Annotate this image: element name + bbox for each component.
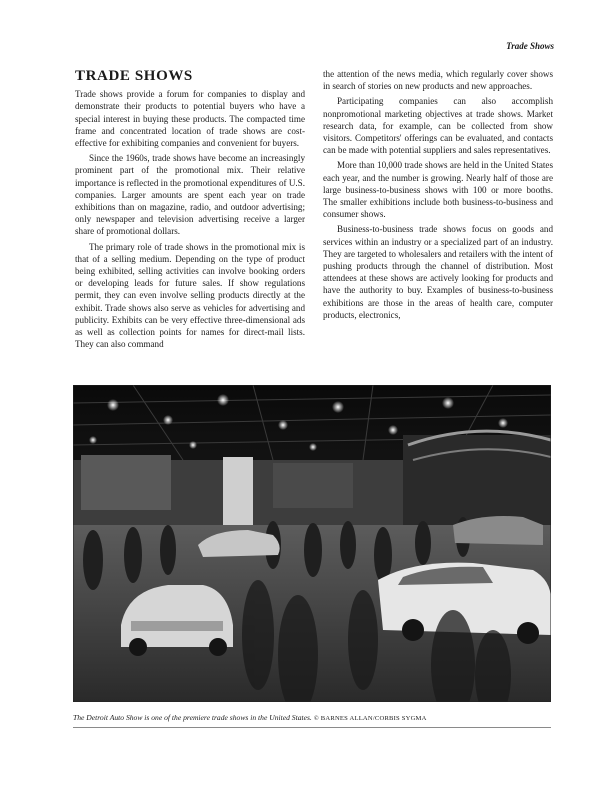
paragraph: Participating companies can also accomplish nonpromotional marketing objectives at trade shows. Market research data, for example, can be collected from show visitors. Competitors' offerings can be evaluated, and contacts can be made with potential suppliers and sales representatives. (323, 96, 553, 156)
paragraph: Business-to-business trade shows focus on goods and services within an industry or a specialized part of an industry. They are targeted to wholesalers and retailers with the intent of pushing products through the channel of distribution. Most attendees at these shows are actively looking for products and have the authority to buy. Examples of business-to-business exhibitions are those in the areas of health care, computer products, electronics, (323, 224, 553, 320)
paragraph: The primary role of trade shows in the promotional mix is that of a selling medium. Depending on the type of product being exhibited, selling activities can involve booking orders or developing leads for future sales. If show regulations permit, they can even involve selling products directly at the exhibit. Trade shows also serve as vehicles for advertising and publicity. Exhibits can be very effective three-dimensional ads as well as collection points for names for direct-mail lists. They can also command (75, 241, 305, 350)
right-column (323, 68, 553, 321)
figure-caption (73, 713, 551, 722)
paragraph: the attention of the news media, which regularly cover shows in search of stories on new products and new approaches. (323, 69, 553, 92)
paragraph: More than 10,000 trade shows are held in the United States each year, and the number is growing. Nearly half of those are large business-to-business shows with 100 or more booths. The smaller exhibitions include both business-to-business and consumer shows. (323, 160, 553, 220)
paragraph: Since the 1960s, trade shows have become an increasingly prominent part of the promotional mix. Their relative importance is reflected in the promotional expenditures of U.S. companies. Larger amounts are spent each year on trade exhibitions than on magazine, radio, and outdoor advertising; only newspaper and television advertising receive a larger share of promotional dollars. (75, 153, 305, 237)
paragraph: Trade shows provide a forum for companies to display and demonstrate their products to potential buyers who have a special interest in buying these products. The compacted time frame and concentrated location of trade shows are cost-effective for exhibiting companies and convenient for buyers. (75, 89, 305, 149)
caption-divider (73, 727, 551, 728)
article-title: TRADE SHOWS (75, 68, 193, 84)
auto-show-photo (73, 385, 551, 702)
left-column (75, 68, 305, 350)
running-header: Trade Shows (506, 41, 554, 51)
photo-credit: © BARNES ALLAN/CORBIS SYGMA (313, 715, 427, 722)
caption-text: The Detroit Auto Show is one of the premiere trade shows in the United States. (73, 713, 312, 722)
